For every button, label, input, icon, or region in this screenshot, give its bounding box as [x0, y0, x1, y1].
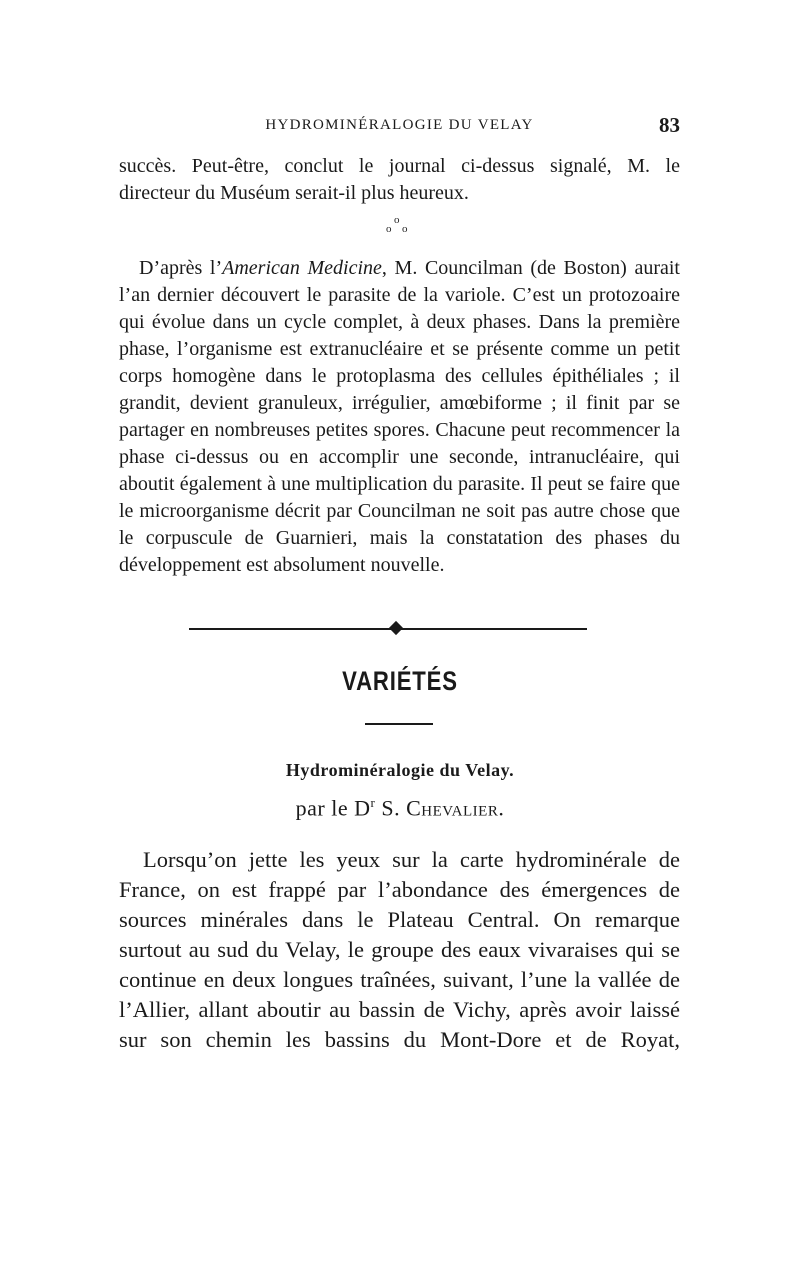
divider-line — [189, 628, 587, 630]
paragraph: Lorsqu’on jette les yeux sur la carte hydrominérale de France, on est frappé par l’abondance des émergences de sources minérales dans le Plateau Central. On remarque surtout au sud du Velay, le groupe des eaux vivaraises qui se continue en deux longues traînées, suivant, l’une la vallée de l’Allier, allant aboutir au bassin de Vichy, après avoir laissé sur son chemin les bassins du Mont-Dore et de Royat, — [119, 847, 680, 1052]
article-byline — [0, 795, 800, 821]
paragraph-lead: D’après l’ — [139, 257, 223, 279]
author-name: Chevalier — [406, 795, 499, 821]
section-divider — [189, 622, 587, 636]
page-number: 83 — [659, 113, 680, 137]
paragraph-line: directeur du Muséum serait-il plus heureux. — [119, 182, 469, 204]
running-title: HYDROMINÉRALOGIE DU VELAY — [265, 117, 534, 133]
paragraph-line: succès. Peut-être, conclut le journal ci-dessus signalé, M. le — [119, 155, 680, 177]
heading-rule — [365, 723, 433, 725]
ornament-glyph: o — [386, 223, 392, 235]
paragraph-body: , M. Councilman (de Boston) aurait l’an dernier découvert le parasite de la variole. C’est un protozoaire qui évolue dans un cycle complet, à deux phases. Dans la première phase, l’organisme est extranucléaire et se présente comme un petit corps homogène dans le protoplasma des cellules épithéliales ; il grandit, devient granuleux, irrégulier, amœbiforme ; il finit par se partager en nombreuses petites spores. Chacune peut recommencer la phase ci-dessus ou en accomplir une seconde, intranucléaire, qui aboutit également à une multiplication du parasite. Il peut se faire que le microorganisme décrit par Councilman ne soit pas autre chose que le corpuscule de Guarnieri, mais la constatation des phases du développement est absolument nouvelle. — [119, 257, 680, 576]
byline-suffix: . — [498, 795, 505, 821]
byline-prefix: par le D — [295, 795, 371, 821]
paragraph — [119, 255, 680, 579]
asterism-ornament — [384, 214, 434, 244]
running-head — [119, 113, 680, 143]
section-heading: VARIÉTÉS — [342, 666, 458, 696]
ornament-glyph: o — [402, 223, 408, 235]
article-title: Hydrominéralogie du Velay. — [285, 760, 515, 780]
councilman-paragraph — [119, 255, 680, 579]
author-initial: S. — [381, 795, 401, 821]
journal-name: American Medicine — [222, 257, 382, 279]
continued-paragraph — [119, 153, 680, 207]
diamond-ornament-icon — [389, 621, 403, 635]
ornament-glyph: o — [394, 214, 400, 226]
byline-superscript: r — [370, 795, 376, 810]
article-body — [119, 845, 680, 1055]
